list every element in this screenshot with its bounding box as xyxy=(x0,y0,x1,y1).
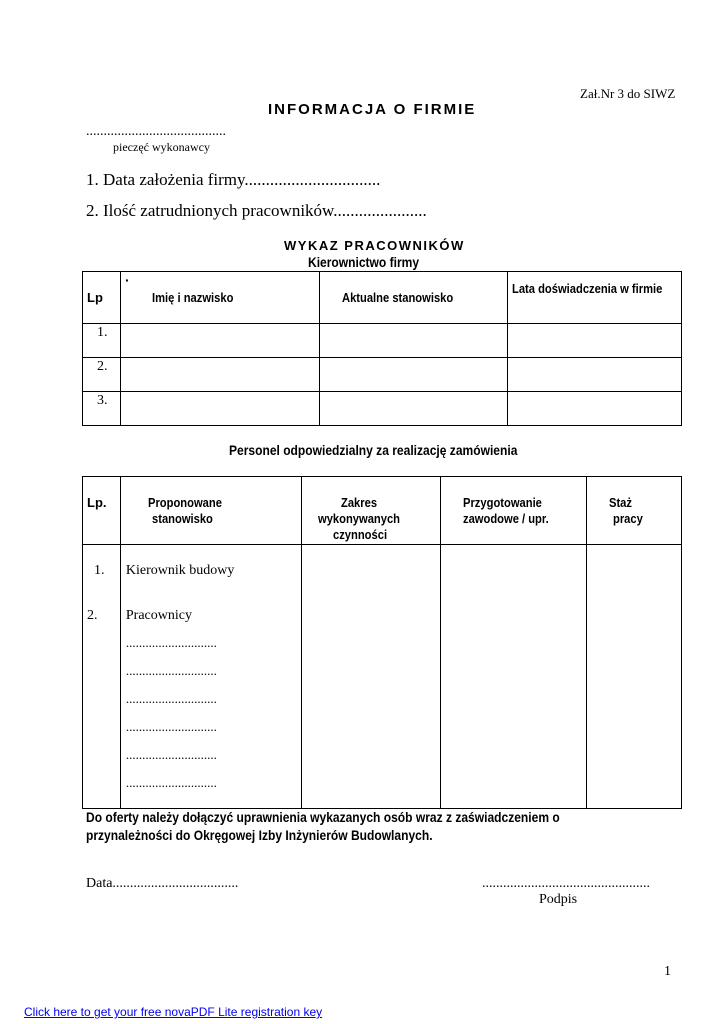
stamp-label: pieczęć wykonawcy xyxy=(113,140,210,154)
col-qualifications-2: zawodowe / upr. xyxy=(462,511,549,526)
founding-date-field: 1. Data założenia firmy................................ xyxy=(86,170,381,189)
personnel-table xyxy=(82,476,682,809)
table-row xyxy=(83,358,682,392)
worker-dot-line: ............................ xyxy=(125,719,217,734)
signature-label: Podpis xyxy=(539,892,578,907)
attachment-note-line2: przynależności do Okręgowej Izby Inżynierów Budowlanych. xyxy=(86,827,433,843)
employee-count-field: 2. Ilość zatrudnionych pracowników...................... xyxy=(86,201,427,220)
col-proposed-position: Proponowane xyxy=(147,495,222,510)
col-scope-2: wykonywanych xyxy=(318,511,401,526)
col-lp: Lp. xyxy=(87,495,107,510)
col-name: Imię i nazwisko xyxy=(151,290,234,305)
workers-position: Pracownicy xyxy=(125,608,192,623)
registration-key-link[interactable]: Click here to get your free novaPDF Lite registration key xyxy=(24,1005,323,1019)
col-lp: Lp xyxy=(87,290,103,305)
date-field: Data.................................... xyxy=(86,876,239,891)
staff-list-subtitle: Kierownictwo firmy xyxy=(308,254,420,270)
attachment-note-line1: Do oferty należy dołączyć uprawnienia wykazanych osób wraz z zaświadczeniem o xyxy=(86,809,560,825)
personnel-table-header xyxy=(83,477,682,545)
col-years-experience: Lata doświadczenia w firmie xyxy=(512,281,663,296)
row-number: 2. xyxy=(87,608,98,623)
page-number: 1 xyxy=(664,964,671,979)
worker-dot-line: ............................ xyxy=(125,635,217,650)
management-table xyxy=(82,271,682,426)
col-current-position: Aktualne stanowisko xyxy=(341,290,453,305)
table-row xyxy=(83,392,682,426)
col-scope-3: czynności xyxy=(333,527,388,542)
table-row xyxy=(83,324,682,358)
document-title: INFORMACJA O FIRMIE xyxy=(268,101,477,118)
stamp-dots: ........................................ xyxy=(86,124,226,139)
col-seniority: Staż xyxy=(609,495,633,510)
site-manager-position: Kierownik budowy xyxy=(125,563,235,578)
col-seniority-2: pracy xyxy=(613,511,644,526)
dot-mark: · xyxy=(124,272,130,288)
worker-dot-line: ............................ xyxy=(125,691,217,706)
row-number: 1. xyxy=(97,325,108,340)
personnel-table-body xyxy=(83,545,682,809)
worker-dot-line: ............................ xyxy=(125,663,217,678)
attachment-note: Zał.Nr 3 do SIWZ xyxy=(580,86,676,101)
row-number: 2. xyxy=(97,359,108,374)
staff-list-title: WYKAZ PRACOWNIKÓW xyxy=(284,238,465,253)
signature-dots: ................................................ xyxy=(482,876,650,891)
row-number: 1. xyxy=(94,563,105,578)
worker-dot-line: ............................ xyxy=(125,775,217,790)
worker-dot-line: ............................ xyxy=(125,747,217,762)
row-number: 3. xyxy=(97,393,108,408)
col-qualifications: Przygotowanie xyxy=(462,495,542,510)
management-table-header xyxy=(83,272,682,324)
col-proposed-position-2: stanowisko xyxy=(151,511,213,526)
personnel-title: Personel odpowiedzialny za realizację zamówienia xyxy=(229,442,518,458)
col-scope: Zakres xyxy=(341,495,378,510)
